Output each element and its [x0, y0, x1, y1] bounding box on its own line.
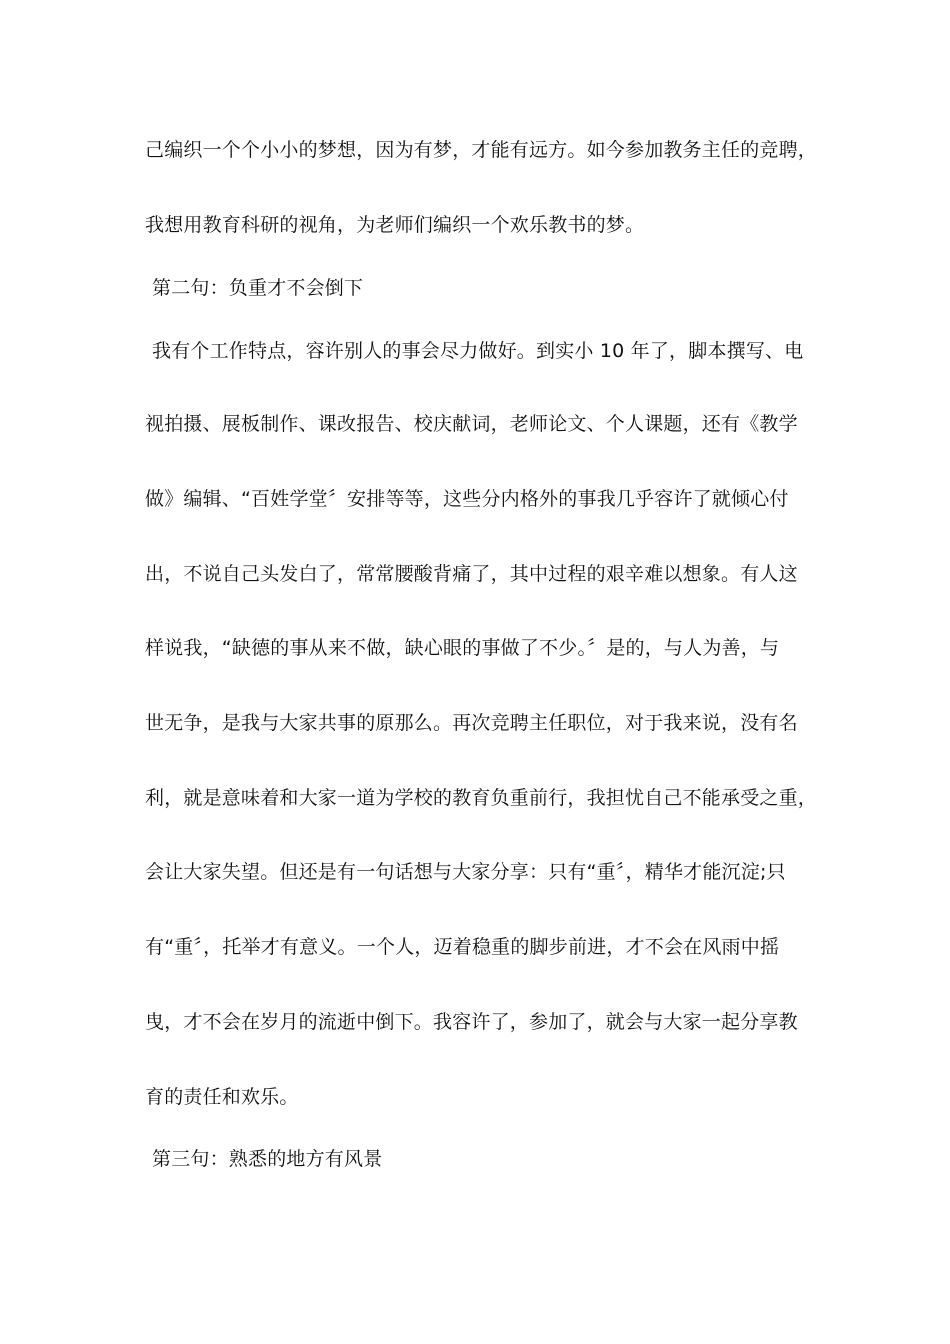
paragraph-line: 做》编辑、“百姓学堂〞安排等等，这些分内格外的事我几乎容许了就倾心付	[145, 488, 789, 510]
paragraph-line: 有“重〞，托举才有意义。一个人，迈着稳重的脚步前进，才不会在风雨中摇	[145, 936, 780, 958]
paragraph-line: 己编织一个个小小的梦想，因为有梦，才能有远方。如今参加教务主任的竞聘，	[145, 139, 818, 161]
paragraph-line: 利，就是意味着和大家一道为学校的教育负重前行，我担忧自己不能承受之重，	[145, 787, 818, 809]
paragraph-line: 出，不说自己头发白了，常常腰酸背痛了，其中过程的艰辛难以想象。有人这	[145, 563, 798, 585]
paragraph-line: 育的责任和欢乐。	[145, 1086, 299, 1108]
paragraph-line: 样说我，“缺德的事从来不做，缺心眼的事做了不少。〞是的，与人为善，与	[145, 637, 780, 659]
paragraph-line: 我想用教育科研的视角，为老师们编织一个欢乐教书的梦。	[145, 214, 645, 236]
section-heading: 第二句：负重才不会倒下	[152, 277, 364, 299]
paragraph-line: 会让大家失望。但还是有一句话想与大家分享：只有“重〞，精华才能沉淀;只	[145, 861, 786, 883]
paragraph-line: 世无争，是我与大家共事的原那么。再次竞聘主任职位，对于我来说，没有名	[145, 712, 798, 734]
paragraph-line: 曳，才不会在岁月的流逝中倒下。我容许了，参加了，就会与大家一起分享教	[145, 1011, 798, 1033]
section-heading: 第三句：熟悉的地方有风景	[152, 1148, 383, 1170]
paragraph-line: 我有个工作特点，容许别人的事会尽力做好。到实小 10 年了，脚本撰写、电	[152, 340, 804, 362]
paragraph-line: 视拍摄、展板制作、课改报告、校庆献词，老师论文、个人课题，还有《教学	[145, 413, 798, 435]
